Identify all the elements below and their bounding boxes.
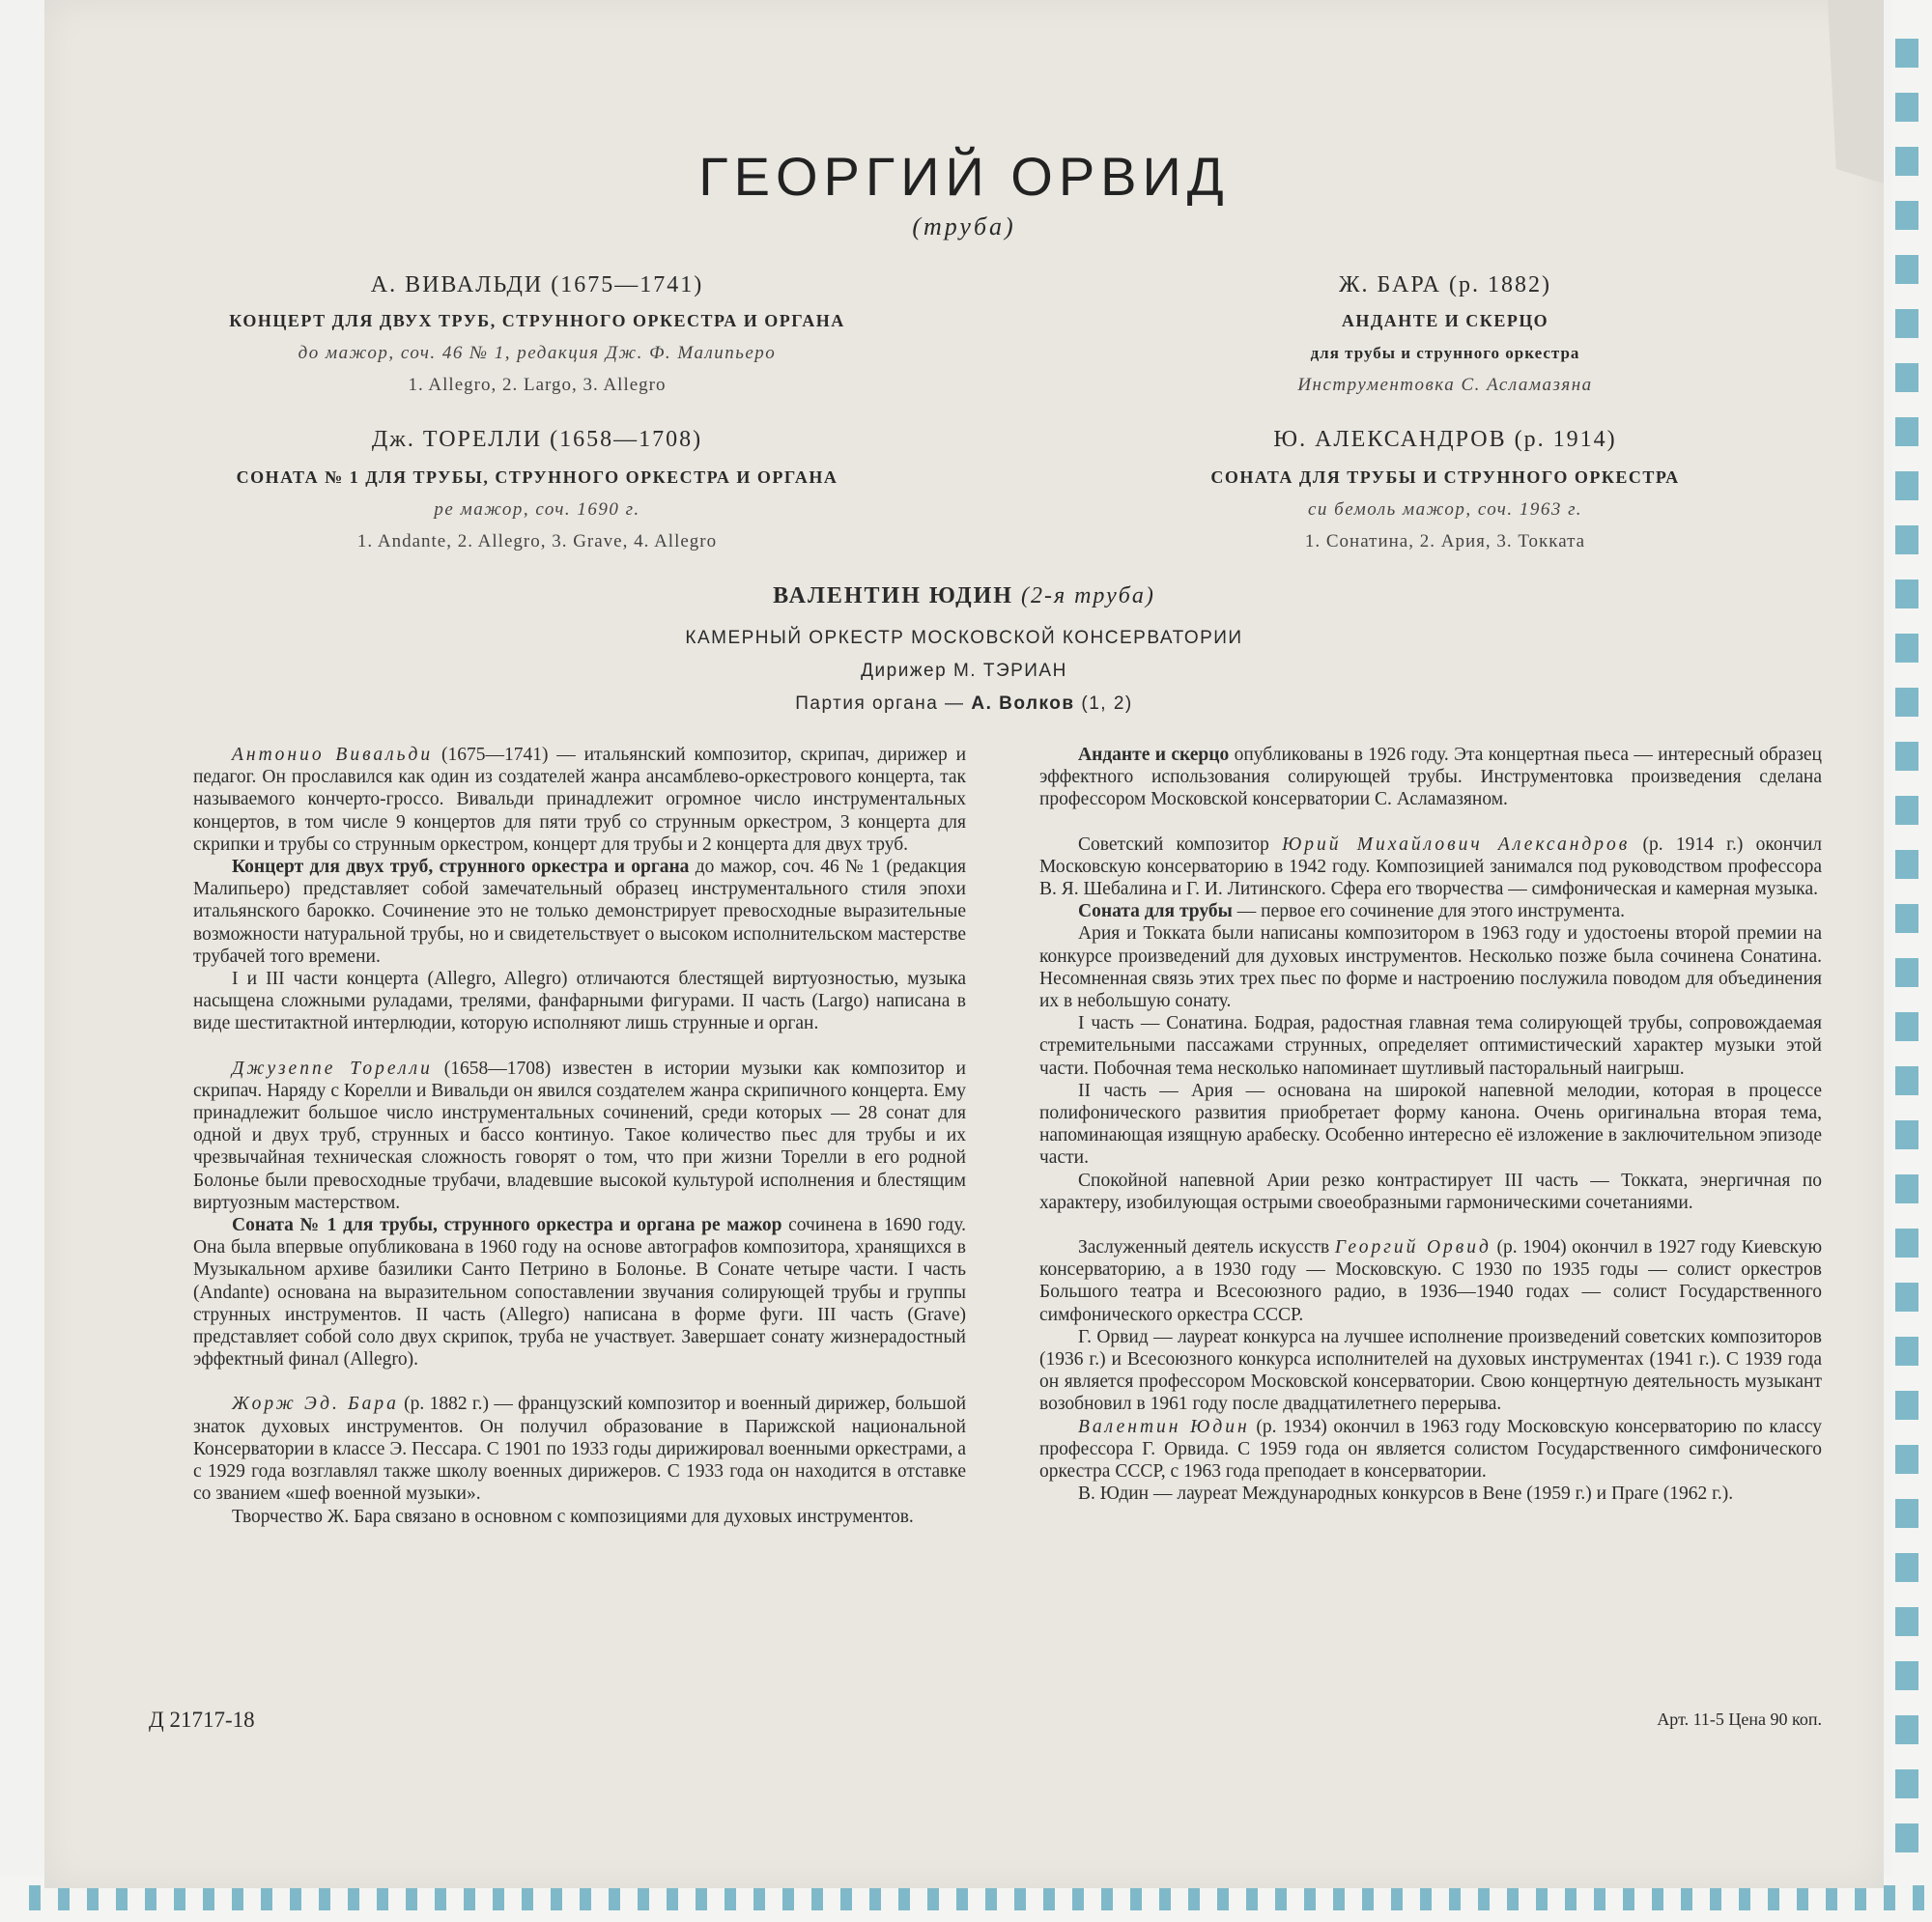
stripe-dash [1895,93,1918,122]
stripe-dash [116,1885,128,1910]
second-soloist-name: ВАЛЕНТИН ЮДИН [773,583,1013,608]
name-vivaldi: Антонио Вивальди [232,745,434,765]
note-bara-andante: Анданте и скерцо опубликованы в 1926 году. Эта концертная пьеса — интересный образец эффектного использования солирующей трубы. Инструментовка произведения сделана профессором Московской консерватории С. Асламазяном. [1039,745,1822,810]
note-torelli-sonata: Соната № 1 для трубы, струнного оркестра и органа ре мажор сочинена в 1690 году. Она была впервые опубликована в 1960 году на основе автографов композитора, хранящихся в Музыкальном архиве базилики Санто Петрино в Болонье. В Сонате четыре части. I часть (Andante) основана на выразительном сопоставлении звучания солирующей трубы и группы струнных инструментов. II часть (Allegro) написана в форме фуги. III часть (Grave) представляет собой соло двух скрипок, труба не участвует. Завершает сонату жизнерадостный эффектный финал (Allegro). [193,1215,967,1371]
work-movements-vivaldi: 1. Allegro, 2. Largo, 3. Allegro [408,375,667,395]
stripe-dash [290,1885,301,1910]
note-orvid-bio: Заслуженный деятель искусств Георгий Орвид (р. 1904) окончил в 1927 году Киевскую консерваторию, а в 1930 году — Московскую. С 1930 по 1935 годы — солист оркестров Большого театра и Всесоюзного радио, в 1936—1940 годах — солист Государственного симфонического оркестра СССР. [1039,1237,1823,1325]
stripe-dash [1895,688,1918,717]
stripe-dash [348,1885,359,1910]
stripe-dash [840,1885,852,1910]
stripe-dash [1895,1445,1918,1474]
stripe-dash [782,1885,794,1910]
stripe-dash [927,1885,939,1910]
stripe-dash [1130,1885,1142,1910]
note-bara-works: Творчество Ж. Бара связано в основном с композициями для духовых инструментов. [232,1506,914,1527]
stripe-dash [87,1885,99,1910]
stripe-dash [1246,1885,1258,1910]
note-yudin-bio: Валентин Юдин (р. 1934) окончил в 1963 году Московскую консерваторию по классу профессора Г. Орвида. С 1959 года он является солистом Государственного симфонического оркестра СССР, с 1963 года преподает в консерватории. [1039,1416,1823,1483]
orchestra-name: КАМЕРНЫЙ ОРКЕСТР МОСКОВСКОЙ КОНСЕРВАТОРИИ [685,628,1243,648]
stripe-dash [1420,1885,1432,1910]
organ-prefix: Партия органа — [795,693,965,714]
work-info-aleksandrov: си бемоль мажор, соч. 1963 г. [1307,499,1583,520]
stripe-dash [1710,1885,1721,1910]
stripe-dash [1681,1885,1692,1910]
stripe-dash [1895,742,1918,771]
stripe-dash [203,1885,214,1910]
stripe-dash [261,1885,272,1910]
stripe-dash [1895,471,1918,500]
stripe-dash [1895,579,1918,608]
stripe-dash [1478,1885,1490,1910]
stripe-dash [522,1885,533,1910]
stripe-dash [1507,1885,1519,1910]
work-movements-torelli: 1. Andante, 2. Allegro, 3. Grave, 4. Allegro [356,531,718,551]
stripe-dash [1014,1885,1026,1910]
stripe-dash [1362,1885,1374,1910]
stripe-dash [1895,1229,1918,1258]
name-yudin: Валентин Юдин [1078,1416,1250,1437]
record-back-cover [44,0,1884,1888]
stripe-dash [1895,1337,1918,1366]
stripe-dash [1895,634,1918,663]
note-aleksandrov-sonata: Соната для трубы — первое его сочинение для этого инструмента. [1078,901,1625,922]
stripe-dash [1895,1174,1918,1203]
stripe-dash [435,1885,446,1910]
stripe-dash [1826,1885,1837,1910]
stripe-dash [1913,1885,1924,1910]
price-label: Арт. 11-5 Цена 90 коп. [1657,1710,1822,1729]
second-soloist-role: (2-я труба) [1020,583,1155,608]
stripe-dash [1895,525,1918,554]
stripe-dash [1895,1715,1918,1744]
note-aria-toccata: Ария и Токката были написаны композитором в 1963 году и удостоены второй премии на конкурсе произведений для духовых инструментов. Несколько позже была сочинена Сонатина. Несомненная связь этих трех пьес по форме и настроению послужила поводом для объединения их в небольшую сонату. [1039,923,1822,1012]
note-movement-3: Спокойной напевной Арии резко контрастирует III часть — Токката, энергичная по характеру, изобилующая острыми своеобразными гармоническими сочетаниями. [1039,1170,1822,1213]
stripe-dash [1895,850,1918,879]
work-info-bara: Инструментовка С. Асламазяна [1297,375,1593,395]
stripe-dash [1188,1885,1200,1910]
stripe-dash [551,1885,562,1910]
artist-title: ГЕОРГИЙ ОРВИД [698,146,1230,207]
stripe-dash [753,1885,765,1910]
stripe-dash [1895,1066,1918,1095]
stripe-dash [1895,958,1918,987]
stripe-dash [1895,147,1918,176]
note-orvid-awards: Г. Орвид — лауреат конкурса на лучшее исполнение произведений советских композиторов (1936 г.) и Всесоюзного конкурса исполнителей на духовых инструментах (1941 г.). С 1939 года он является профессором Московской консерватории. Свою концертную деятельность музыкант возобновил в 1961 году после двадцатилетнего перерыва. [1039,1326,1822,1415]
stripe-dash [1391,1885,1403,1910]
liner-notes-right [1039,744,1822,1506]
stripe-dash [319,1885,330,1910]
stripe-dash [956,1885,968,1910]
stripe-dash [174,1885,185,1910]
note-movement-2: II часть — Ария — основана на широкой напевной мелодии, которая в процессе полифонического развития приобретает форму канона. Очень оригинальна вторая тема, напоминающая изящную арабеску. Особенно интересно её изложение в заключительном эпизоде части. [1039,1080,1822,1169]
stripe-dash [1895,796,1918,825]
artist-instrument: (труба) [912,212,1016,240]
stripe-dash [1304,1885,1316,1910]
work-title-bara: АНДАНТЕ И СКЕРЦО [1341,311,1549,330]
work-info-torelli: ре мажор, соч. 1690 г. [434,499,640,520]
stripe-dash [1623,1885,1634,1910]
stripe-dash [638,1885,649,1910]
work-title-aleksandrov: СОНАТА ДЛЯ ТРУБЫ И СТРУННОГО ОРКЕСТРА [1210,467,1680,487]
note-movement-1: I часть — Сонатина. Бодрая, радостная главная тема солирующей трубы, сопровождаемая стремительными пассажами струнных, определяет оптимистический характер музыки этой части. Побочная тема несколько напоминает шутливый пасторальный наигрыш. [1039,1013,1822,1079]
note-aleksandrov-bio: Советский композитор Юрий Михайлович Александров (р. 1914 г.) окончил Московскую консерваторию в 1942 году. Композицией занимался под руководством профессора В. Я. Шебалина и Г. И. Литинского. Сфера его творчества — симфоническая и камерная музыка. [1039,834,1822,900]
stripe-dash [1739,1885,1750,1910]
organ-part [334,693,1594,715]
catalog-number: Д 21717-18 [149,1708,255,1732]
work-scoring-bara: для трубы и струнного оркестра [1310,344,1580,362]
conductor: Дирижер М. ТЭРИАН [861,661,1067,681]
name-orvid: Георгий Орвид [1334,1237,1492,1258]
stripe-dash [811,1885,823,1910]
stripe-dash [1895,1499,1918,1528]
stripe-dash [1565,1885,1577,1910]
organ-suffix: (1, 2) [1081,693,1133,714]
stripe-dash [696,1885,707,1910]
stripe-dash [580,1885,591,1910]
stripe-dash [1895,904,1918,933]
stripe-dash [1652,1885,1663,1910]
stripe-dash [1797,1885,1808,1910]
stripe-dash [1895,1120,1918,1149]
stripe-dash [1895,1391,1918,1420]
composer-bara: Ж. БАРА (р. 1882) [1339,272,1551,297]
stripe-dash [1895,1283,1918,1312]
note-vivaldi-concerto: Концерт для двух труб, струнного оркестра и органа до мажор, соч. 46 № 1 (редакция Малипьеро) представляет собой замечательный образец инструментального стиля эпохи итальянского барокко. Сочинение это не только демонстрирует превосходные выразительные возможности натуральной трубы, но и свидетельствует о высоком исполнительском мастерстве трубачей того времени. [193,857,966,967]
stripe-dash [493,1885,504,1910]
work-title-torelli: СОНАТА № 1 ДЛЯ ТРУБЫ, СТРУННОГО ОРКЕСТРА И ОРГАНА [236,467,838,487]
stripe-dash [1895,39,1918,68]
stripe-dash [58,1885,70,1910]
liner-notes-left [193,744,966,1528]
stripe-dash [898,1885,910,1910]
stripe-dash [1101,1885,1113,1910]
work-movements-aleksandrov: 1. Сонатина, 2. Ария, 3. Токката [1304,531,1586,551]
stripe-dash [1333,1885,1345,1910]
name-aleksandrov: Юрий Михайлович Александров [1282,834,1631,855]
stripe-dash [1072,1885,1084,1910]
stripe-dash [1895,255,1918,284]
second-soloist [334,583,1594,609]
stripe-dash [1043,1885,1055,1910]
name-torelli: Джузеппе Торелли [232,1058,433,1079]
stripe-dash [1895,1823,1918,1852]
right-edge-stripe [1891,0,1932,1922]
stripe-dash [667,1885,678,1910]
stripe-dash [1895,1553,1918,1582]
note-yudin-awards: В. Юдин — лауреат Международных конкурсов в Вене (1959 г.) и Праге (1962 г.). [1078,1484,1734,1505]
composer-torelli: Дж. ТОРЕЛЛИ (1658—1708) [371,427,703,452]
stripe-dash [145,1885,156,1910]
stripe-dash [1895,309,1918,338]
stripe-dash [609,1885,620,1910]
stripe-dash [1884,1885,1895,1910]
stripe-dash [29,1885,41,1910]
stripe-dash [232,1885,243,1910]
stripe-dash [1594,1885,1605,1910]
note-vivaldi-movements: I и III части концерта (Allegro, Allegro) отличаются блестящей виртуозностью, музыка насыщена сложными руладами, трелями, фанфарными фигурами. II часть (Largo) написана в виде шеститактной интерлюдии, которую исполняют лишь струнные и орган. [193,969,966,1034]
stripe-dash [377,1885,388,1910]
work-info-vivaldi: до мажор, соч. 46 № 1, редакция Дж. Ф. Малипьеро [298,343,777,363]
stripe-dash [1536,1885,1548,1910]
stripe-dash [985,1885,997,1910]
stripe-dash [1895,1607,1918,1636]
organ-name: А. Волков [971,693,1075,714]
stripe-dash [1275,1885,1287,1910]
stripe-dash [1895,1769,1918,1798]
composer-aleksandrov: Ю. АЛЕКСАНДРОВ (р. 1914) [1273,427,1617,452]
stripe-dash [724,1885,736,1910]
name-bara: Жорж Эд. Бара [232,1394,399,1415]
composer-vivaldi: А. ВИВАЛЬДИ (1675—1741) [370,272,704,297]
stripe-dash [1895,417,1918,446]
stripe-dash [1449,1885,1461,1910]
stripe-dash [1768,1885,1779,1910]
note-bara-bio: Жорж Эд. Бара (р. 1882 г.) — французский композитор и военный дирижер, большой знаток духовых инструментов. Он получил образование в Парижской национальной Консерватории в классе Э. Пессара. С 1901 по 1933 годы дирижировал военными оркестрами, а с 1929 года возглавлял также школу военных дирижеров. С 1933 года он находится в отставке со званием «шеф военной музыки». [193,1394,967,1505]
stripe-dash [406,1885,417,1910]
stripe-dash [1159,1885,1171,1910]
stripe-dash [1895,201,1918,230]
stripe-dash [1217,1885,1229,1910]
stripe-dash [1895,363,1918,392]
note-torelli-bio: Джузеппе Торелли (1658—1708) известен в истории музыки как композитор и скрипач. Наряду с Корелли и Вивальди он явился создателем жанра скрипичного концерта. Ему принадлежит большое число инструментальных сочинений, среди которых — 28 сонат для одной и двух труб, струнных и бассо континуо. Такое количество пьес для трубы и их чрезвычайная техническая сложность говорят о том, что при жизни Торелли в его родной Болонье были превосходные трубачи, владевшие высокой культурой исполнения и блестящим виртуозным мастерством. [193,1058,966,1213]
work-title-vivaldi: КОНЦЕРТ ДЛЯ ДВУХ ТРУБ, СТРУННОГО ОРКЕСТРА И ОРГАНА [229,311,845,330]
stripe-dash [1895,1661,1918,1690]
note-vivaldi-bio: Антонио Вивальди (1675—1741) — итальянский композитор, скрипач, дирижер и педагог. Он прославился как один из создателей жанра ансамблево-оркестрового концерта, так называемого кончерто-гроссо. Вивальди принадлежит огромное число инструментальных концертов, в том числе 9 концертов для пяти труб со струнным оркестром, 3 концерта для скрипки и трубы со струнным оркестром, концерт для трубы и 2 концерта для двух труб. [193,745,967,855]
stripe-dash [1855,1885,1866,1910]
stripe-dash [464,1885,475,1910]
stripe-dash [1895,1012,1918,1041]
stripe-dash [869,1885,881,1910]
